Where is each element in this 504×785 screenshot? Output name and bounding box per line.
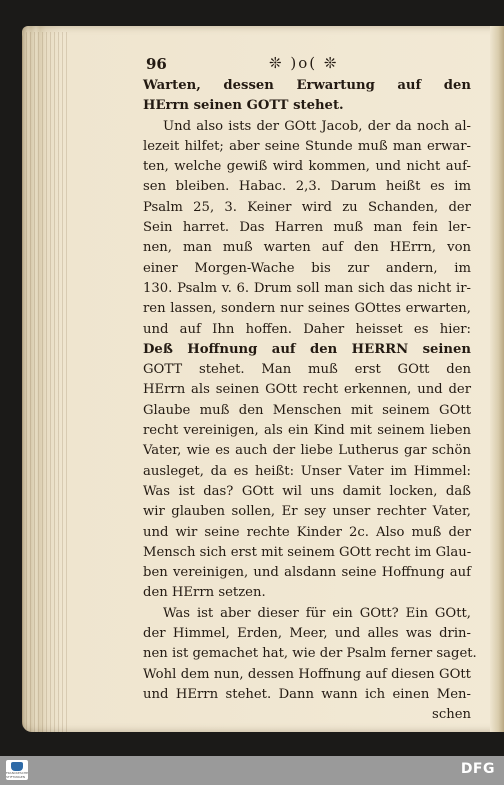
text-line: nen, man muß warten auf den HErrn, von <box>143 240 471 256</box>
text-line: Wohl dem nun, dessen Hoffnung auf diesen GOtt <box>143 666 471 682</box>
text-line: Warten, dessen Erwartung auf den <box>143 78 471 93</box>
viewer-footer <box>0 756 504 785</box>
text-line: ausleget, da es heißt: Unser Vater im Himmel: <box>143 463 471 479</box>
text-line: ten, welche gewiß wird kommen, und nicht auf- <box>143 159 471 175</box>
page-text <box>143 54 477 726</box>
page-header <box>143 56 471 76</box>
catchword: schen <box>432 707 471 723</box>
text-line: HErrn als seinen GOtt recht erkennen, und der <box>143 382 471 398</box>
text-line: GOTT stehet. Man muß erst GOtt den <box>143 362 471 378</box>
dfg-logo[interactable]: DFG <box>460 761 495 777</box>
text-line: HErrn seinen GOTT stehet. <box>143 98 344 114</box>
text-line: recht vereinigen, als ein Kind mit seinem lieben <box>143 423 471 439</box>
text-line: Was ist aber dieser für ein GOtt? Ein GOtt, <box>163 605 471 621</box>
text-line: und wir seine rechte Kinder 2c. Also muß der <box>143 524 471 540</box>
text-line: Vater, wie es auch der liebe Lutherus gar schön <box>143 443 471 459</box>
text-line: Sein harret. Das Harren muß man fein ler- <box>143 220 471 236</box>
text-line: den HErrn setzen. <box>143 585 266 601</box>
header-ornament: ❊ )o( ❊ <box>269 54 339 72</box>
logo-text: FRANCKESCHE STIFTUNGEN <box>5 770 29 779</box>
logo-mark-icon <box>11 762 23 771</box>
text-line: ben vereinigen, und alsdann seine Hoffnung auf <box>143 565 471 581</box>
text-line: nen ist gemachet hat, wie der Psalm ferner saget. <box>143 646 477 662</box>
franckesche-stiftungen-logo[interactable] <box>6 760 28 780</box>
page-number: 96 <box>146 55 167 73</box>
text-line: Psalm 25, 3. Keiner wird zu Schanden, der <box>143 199 471 215</box>
right-page-edge <box>490 26 504 732</box>
text-line: und HErrn stehet. Dann wann ich einen Men- <box>143 686 471 702</box>
text-line: 130. Psalm v. 6. Drum soll man sich das nicht ir- <box>143 280 471 296</box>
text-line: wir glauben sollen, Er sey unser rechter Vater, <box>143 504 471 520</box>
text-line: Mensch sich erst mit seinem GOtt recht im Glau- <box>143 544 472 560</box>
text-line: Glaube muß den Menschen mit seinem GOtt <box>143 402 471 418</box>
text-line: Was ist das? GOtt wil uns damit locken, daß <box>143 483 471 499</box>
text-line: der Himmel, Erden, Meer, und alles was drin- <box>143 626 471 642</box>
text-line: ren lassen, sondern nur seines GOttes erwarten, <box>143 301 471 317</box>
text-line: Und also ists der GOtt Jacob, der da noch al- <box>163 118 471 134</box>
text-line: Deß Hoffnung auf den HERRN seinen <box>143 341 471 357</box>
text-line: und auf Ihn hoffen. Daher heisset es hier: <box>143 321 471 337</box>
text-line: lezeit hilfet; aber seine Stunde muß man erwar- <box>143 138 471 154</box>
page-edges <box>22 32 68 732</box>
text-line: einer Morgen-Wache bis zur andern, im <box>143 260 471 276</box>
text-line: sen bleiben. Habac. 2,3. Darum heißt es im <box>143 179 471 195</box>
